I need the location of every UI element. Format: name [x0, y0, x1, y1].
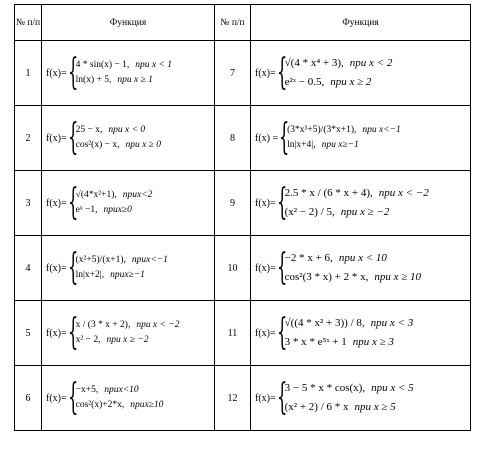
case-line: [76, 138, 161, 153]
case-line: [285, 73, 393, 92]
row-number: 2: [15, 106, 42, 171]
case-expr: 25 − x,: [75, 125, 103, 135]
function-cell: [251, 171, 471, 236]
row-number: 4: [15, 236, 42, 301]
case-expr: ln|x+4|,: [287, 140, 316, 150]
case-line: [285, 54, 393, 73]
case-expr: cos²(x) − x,: [75, 140, 120, 150]
function-lhs: f(x)=: [46, 67, 67, 79]
case-cond: приx≥10: [130, 400, 164, 410]
case-line: [76, 268, 168, 283]
case-line: [76, 383, 164, 398]
row-number: 7: [215, 41, 251, 106]
row-number: 12: [215, 366, 251, 431]
functions-table-wrapper: [14, 4, 471, 431]
case-line: [76, 253, 168, 268]
row-number: 9: [215, 171, 251, 236]
case-expr: √((4 * x² + 3)) / 8,: [284, 317, 365, 329]
brace-icon: {: [67, 52, 78, 93]
case-expr: √(4*x²+1),: [75, 190, 117, 200]
case-expr: (x² + 2) / 6 * x: [284, 401, 349, 413]
case-expr: (x² − 2) / 5,: [284, 206, 335, 218]
case-expr: cos²(3 * x) + 2 * x,: [284, 271, 369, 283]
case-expr: 3 * x * e⁵ˣ + 1: [284, 336, 347, 348]
brace-icon: {: [279, 117, 290, 158]
case-cond: при x ≥ 10: [374, 271, 422, 283]
case-expr: 4 * sin(x) − 1,: [75, 60, 130, 70]
case-line: [287, 123, 401, 138]
function-lhs: f(x)=: [46, 132, 67, 144]
row-number: 8: [215, 106, 251, 171]
case-cond: при x < 3: [370, 317, 414, 329]
case-cond: приx<10: [104, 385, 139, 395]
case-expr: (x²+5)/(x+1),: [75, 255, 126, 265]
case-line: [76, 318, 180, 333]
case-expr: x² − 2,: [75, 335, 101, 345]
function-cell: [42, 171, 215, 236]
function-cell: [42, 106, 215, 171]
table-row: [15, 236, 471, 301]
table-body: [15, 41, 471, 431]
function-lhs: f(x)=: [46, 392, 67, 404]
header-num-left: № п/п: [15, 5, 42, 41]
function-lhs: f(x)=: [255, 392, 276, 404]
function-cell: [251, 301, 471, 366]
case-line: [76, 123, 161, 138]
function-lhs: f(x) =: [255, 132, 279, 144]
brace-icon: {: [276, 377, 287, 418]
case-cond: при x ≥ 1: [117, 75, 153, 85]
brace-icon: {: [67, 117, 78, 158]
case-expr: x / (3 * x + 2),: [75, 320, 131, 330]
case-cond: при x ≥ −2: [106, 335, 149, 345]
case-line: [76, 333, 180, 348]
case-line: [285, 314, 414, 333]
header-row: [15, 5, 471, 41]
case-cond: при x < 0: [108, 125, 146, 135]
case-line: [76, 188, 153, 203]
case-line: [285, 203, 429, 222]
row-number: 5: [15, 301, 42, 366]
case-expr: cos²(x)+2*x,: [75, 400, 125, 410]
brace-icon: {: [276, 52, 287, 93]
case-line: [285, 249, 421, 268]
case-expr: −x+5,: [75, 385, 99, 395]
function-cell: [42, 236, 215, 301]
case-cond: при x < 5: [371, 382, 414, 394]
function-lhs: f(x)=: [46, 262, 67, 274]
function-lhs: f(x)=: [46, 197, 67, 209]
case-line: [76, 58, 172, 73]
table-row: [15, 171, 471, 236]
case-cond: при x ≥ 0: [125, 140, 162, 150]
case-line: [285, 268, 421, 287]
case-expr: ln|x+2|,: [75, 270, 105, 280]
case-cond: при x < 1: [135, 60, 173, 70]
function-cell: [251, 366, 471, 431]
case-line: [76, 73, 172, 88]
function-lhs: f(x)=: [255, 262, 276, 274]
case-expr: e²ˣ − 0.5,: [284, 76, 325, 88]
case-expr: eˣ −1,: [75, 205, 98, 215]
function-cell: [251, 106, 471, 171]
function-cell: [42, 366, 215, 431]
case-line: [285, 333, 414, 352]
case-line: [285, 398, 414, 417]
case-cond: при x ≥ 2: [330, 76, 372, 88]
table-row: [15, 366, 471, 431]
case-cond: при x≥−1: [321, 140, 359, 150]
row-number: 3: [15, 171, 42, 236]
function-lhs: f(x)=: [255, 327, 276, 339]
brace-icon: {: [67, 182, 78, 223]
case-cond: при x < 2: [349, 57, 393, 69]
table-row: [15, 301, 471, 366]
case-line: [285, 184, 429, 203]
case-expr: 3 − 5 * x * cos(x),: [284, 382, 366, 394]
brace-icon: {: [67, 247, 78, 288]
function-cell: [42, 41, 215, 106]
header-num-right: № п/п: [215, 5, 251, 41]
case-expr: −2 * x + 6,: [284, 252, 333, 264]
brace-icon: {: [276, 312, 287, 353]
case-line: [287, 138, 401, 153]
function-lhs: f(x)=: [255, 67, 276, 79]
case-cond: при x<−1: [362, 125, 401, 135]
header-func-left: Функция: [42, 5, 215, 41]
brace-icon: {: [276, 247, 287, 288]
table-row: [15, 41, 471, 106]
row-number: 1: [15, 41, 42, 106]
case-cond: при x < 10: [338, 252, 387, 264]
brace-icon: {: [67, 312, 78, 353]
case-cond: приx<−1: [131, 255, 168, 265]
case-cond: при x ≥ 3: [352, 336, 394, 348]
header-func-right: Функция: [251, 5, 471, 41]
row-number: 11: [215, 301, 251, 366]
case-expr: 2.5 * x / (6 * x + 4),: [284, 187, 373, 199]
case-cond: при x < −2: [378, 187, 429, 199]
case-cond: приx≥−1: [110, 270, 145, 280]
case-expr: ln(x) + 5,: [75, 75, 112, 85]
function-cell: [42, 301, 215, 366]
case-cond: при x < −2: [136, 320, 180, 330]
function-cell: [251, 41, 471, 106]
functions-table: [14, 4, 471, 431]
table-row: [15, 106, 471, 171]
case-line: [285, 379, 414, 398]
brace-icon: {: [67, 377, 78, 418]
case-expr: √(4 * x⁴ + 3),: [284, 57, 344, 69]
function-cell: [251, 236, 471, 301]
brace-icon: {: [276, 182, 287, 223]
case-cond: приx<2: [122, 190, 153, 200]
case-line: [76, 203, 153, 218]
row-number: 10: [215, 236, 251, 301]
function-lhs: f(x)=: [255, 197, 276, 209]
row-number: 6: [15, 366, 42, 431]
case-expr: (3*x³+5)/(3*x+1),: [287, 125, 357, 135]
function-lhs: f(x)=: [46, 327, 67, 339]
case-cond: приx≥0: [103, 205, 132, 215]
case-cond: при x ≥ 5: [354, 401, 396, 413]
case-cond: при x ≥ −2: [340, 206, 390, 218]
case-line: [76, 398, 164, 413]
